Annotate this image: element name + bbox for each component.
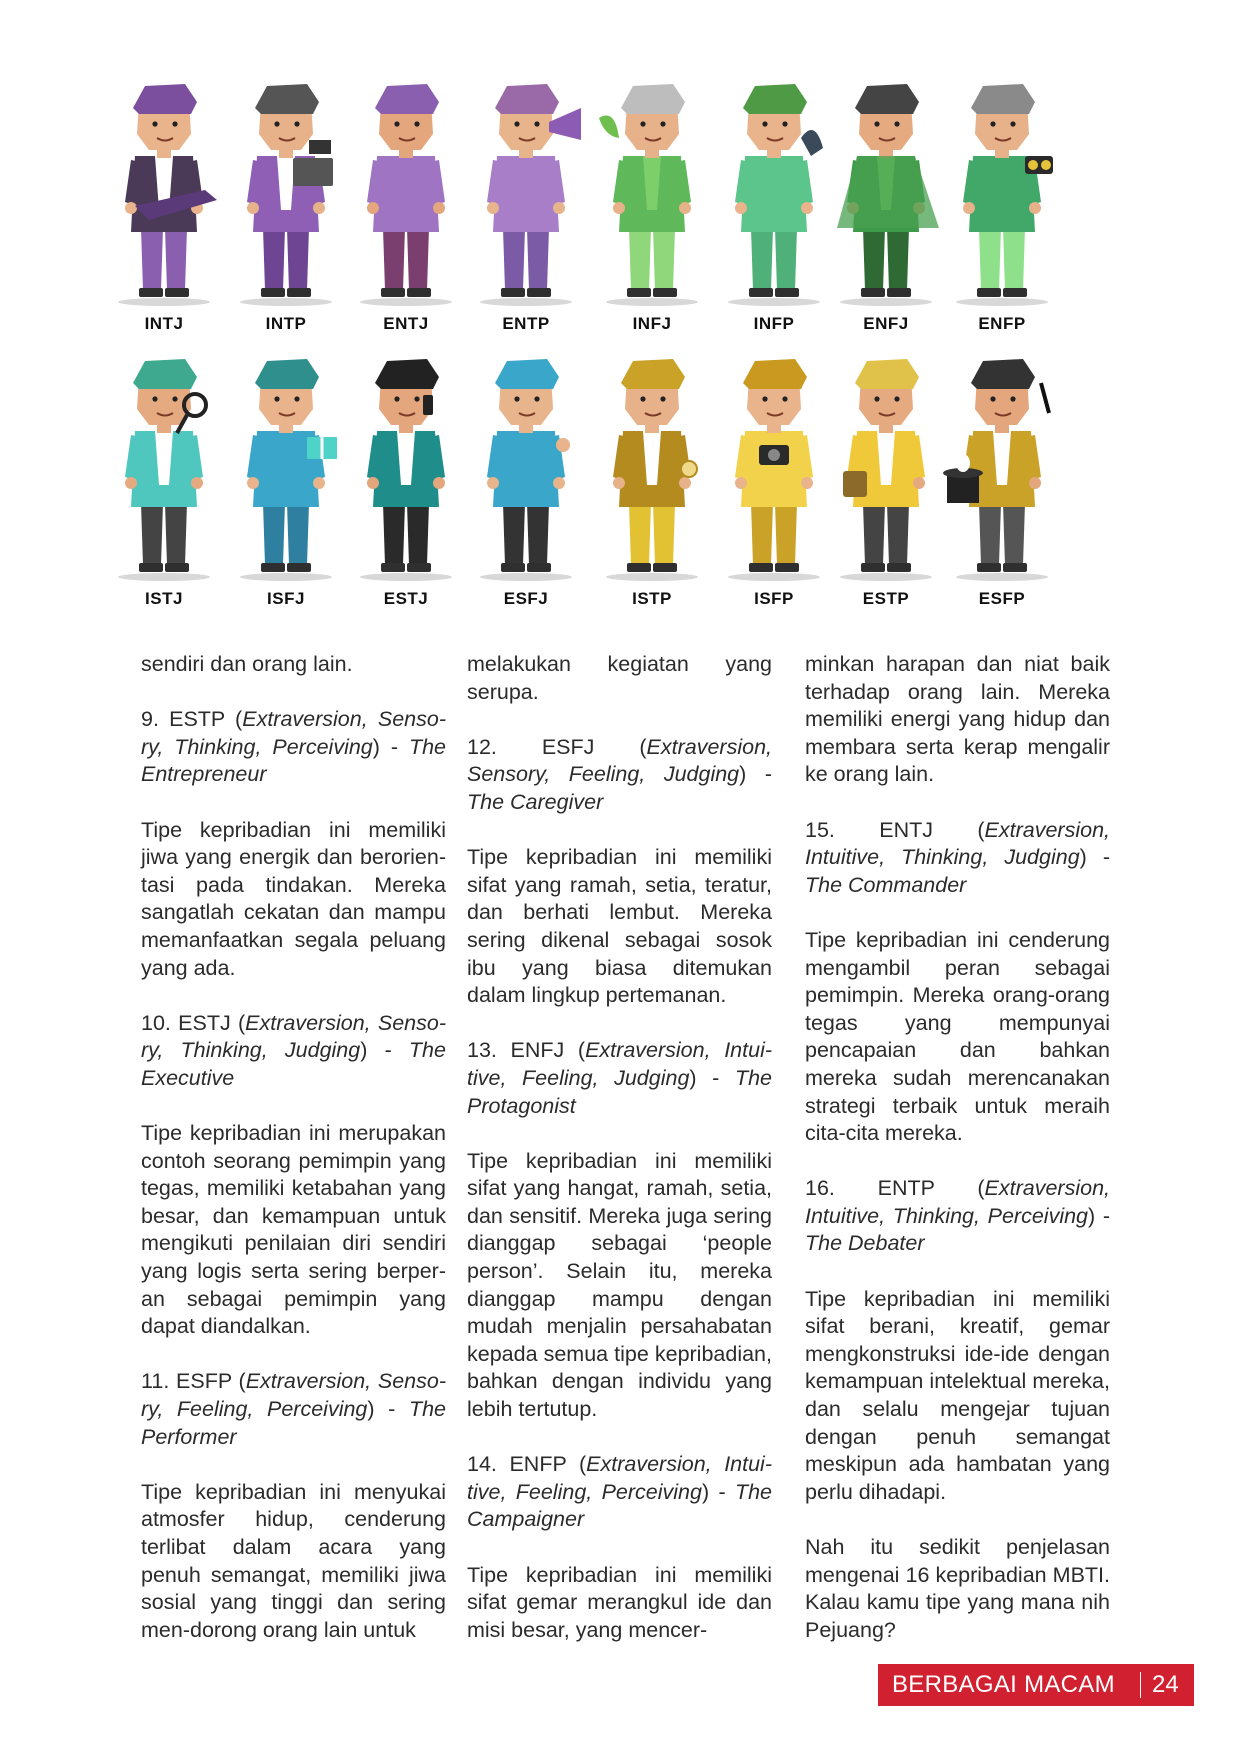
type-label: INTP	[265, 314, 307, 333]
paragraph: melakukan kegiatan yang serupa.	[467, 652, 772, 704]
page-footer	[878, 1664, 1194, 1706]
type-label: ESFJ	[503, 589, 549, 608]
type-heading-esfp: 11. ESFP (Extraversion, Senso-ry, Feeling, Perceiving) - The Performer	[141, 1369, 447, 1449]
character-estp	[827, 353, 945, 628]
character-row-1	[105, 78, 1135, 353]
character-entp	[467, 78, 585, 353]
character-illustration	[593, 78, 711, 308]
paragraph: Tipe kepribadian ini merupakan contoh seorang pemimpin yang tegas, memiliki ketabahan yang besar, dan kemampuan untuk mengikuti penilaian diri sendiri yang logis serta sering berper-an sebagai pemimpin yang dapat diandalkan.	[141, 1121, 446, 1339]
type-label: ISFP	[754, 589, 794, 608]
character-entj	[347, 78, 465, 353]
text-column-3	[805, 651, 1110, 1644]
type-heading-entp: 16. ENTP (Extraversion, Intuitive, Thinking, Perceiving) - The Debater	[805, 1176, 1110, 1256]
paragraph: Tipe kepribadian ini memiliki sifat yang hangat, ramah, setia, dan sensitif. Mereka juga sering dianggap sebagai ‘people person’. Selain itu, mereka dianggap mampu dengan mudah menjalin persahabatan kepada semua tipe kepribadian, bahkan dengan individu yang lebih tertutup.	[467, 1148, 772, 1422]
character-enfp	[943, 78, 1061, 353]
character-illustration	[467, 353, 585, 583]
paragraph: Tipe kepribadian ini memiliki sifat gemar merangkul ide dan misi besar, yang mencer-	[467, 1562, 772, 1642]
type-label: ISTJ	[145, 589, 183, 608]
character-illustration	[467, 78, 585, 308]
character-enfj	[827, 78, 945, 353]
type-label: ISFJ	[267, 589, 305, 608]
character-estj	[347, 353, 465, 628]
type-label: ESFP	[978, 589, 1026, 608]
character-isfp	[715, 353, 833, 628]
character-illustration	[715, 78, 833, 308]
type-label: ENFP	[978, 314, 1026, 333]
type-label: ENTJ	[383, 314, 429, 333]
closing-paragraph: Nah itu sedikit penjelasan mengenai 16 kepribadian MBTI. Kalau kamu tipe yang mana nih Pejuang?	[805, 1535, 1110, 1642]
paragraph: minkan harapan dan niat baik terhadap orang lain. Mereka memiliki energi yang hidup dan membara serta kerap mengalir ke orang lain.	[805, 652, 1110, 787]
type-label: ESTP	[862, 589, 910, 608]
footer-divider	[1140, 1672, 1141, 1698]
paragraph: Tipe kepribadian ini memiliki jiwa yang energik dan berorien-tasi pada tindakan. Mereka sangatlah cekatan dan mampu memanfaatkan segala peluang yang ada.	[141, 817, 446, 980]
paragraph: Tipe kepribadian ini menyukai atmosfer hidup, cenderung terlibat dalam acara yang penuh semangat, memiliki jiwa sosial yang tinggi dan sering men-dorong orang lain untuk	[141, 1479, 446, 1642]
character-illustration	[105, 353, 223, 583]
character-illustration	[105, 78, 223, 308]
character-istp	[593, 353, 711, 628]
type-heading-entj: 15. ENTJ (Extraversion, Intuitive, Thinking, Judging) - The Commander	[805, 817, 1110, 897]
character-illustration	[943, 353, 1061, 583]
text-column-2	[467, 651, 772, 1644]
mbti-characters-figure	[105, 78, 1135, 628]
character-istj	[105, 353, 223, 628]
type-heading-estj: 10. ESTJ (Extraversion, Senso-ry, Thinking, Judging) - The Executive	[141, 1010, 447, 1090]
character-infp	[715, 78, 833, 353]
character-esfj	[467, 353, 585, 628]
type-heading-estp: 9. ESTP (Extraversion, Senso-ry, Thinking, Perceiving) - The Entrepreneur	[141, 707, 447, 787]
character-illustration	[227, 353, 345, 583]
section-title: BERBAGAI MACAM	[892, 1671, 1115, 1698]
paragraph: Tipe kepribadian ini cenderung mengambil peran sebagai pemimpin. Mereka orang-orang tegas yang mempunyai pencapaian dan bahkan mereka sudah merencanakan strategi terbaik untuk meraih cita-cita mereka.	[805, 927, 1110, 1146]
type-heading-enfp: 14. ENFP (Extraversion, Intui-tive, Feeling, Perceiving) - The Campaigner	[467, 1452, 772, 1532]
character-illustration	[827, 78, 945, 308]
type-label: ENFJ	[863, 314, 909, 333]
character-illustration	[827, 353, 945, 583]
character-intj	[105, 78, 223, 353]
type-label: INFP	[753, 314, 795, 333]
type-label: ESTJ	[383, 589, 429, 608]
type-heading-esfj: 12. ESFJ (Extraversion, Sensory, Feeling, Judging) - The Caregiver	[467, 734, 773, 814]
character-illustration	[593, 353, 711, 583]
paragraph: Tipe kepribadian ini memiliki sifat yang ramah, setia, teratur, dan berhati lembut. Mereka sering dikenal sebagai sosok ibu yang biasa ditemukan dalam lingkup pertemanan.	[467, 845, 772, 1008]
text-column-1	[141, 651, 446, 1644]
character-illustration	[347, 78, 465, 308]
character-illustration	[943, 78, 1061, 308]
character-isfj	[227, 353, 345, 628]
page-number: 24	[1152, 1671, 1179, 1698]
character-esfp	[943, 353, 1061, 628]
type-heading-enfj: 13. ENFJ (Extraversion, Intui-tive, Feeling, Judging) - The Protagonist	[467, 1038, 772, 1118]
character-illustration	[715, 353, 833, 583]
character-row-2	[105, 353, 1135, 628]
type-label: INFJ	[632, 314, 672, 333]
character-illustration	[227, 78, 345, 308]
paragraph: sendiri dan orang lain.	[141, 652, 353, 676]
type-label: ISTP	[632, 589, 672, 608]
character-intp	[227, 78, 345, 353]
character-illustration	[347, 353, 465, 583]
type-label: INTJ	[144, 314, 184, 333]
character-infj	[593, 78, 711, 353]
paragraph: Tipe kepribadian ini memiliki sifat berani, kreatif, gemar mengkonstruksi ide-ide dengan kemampuan intelektual mereka, dan selalu mengejar tujuan dengan penuh semangat meskipun ada hambatan yang perlu dihadapi.	[805, 1286, 1110, 1504]
type-label: ENTP	[502, 314, 550, 333]
